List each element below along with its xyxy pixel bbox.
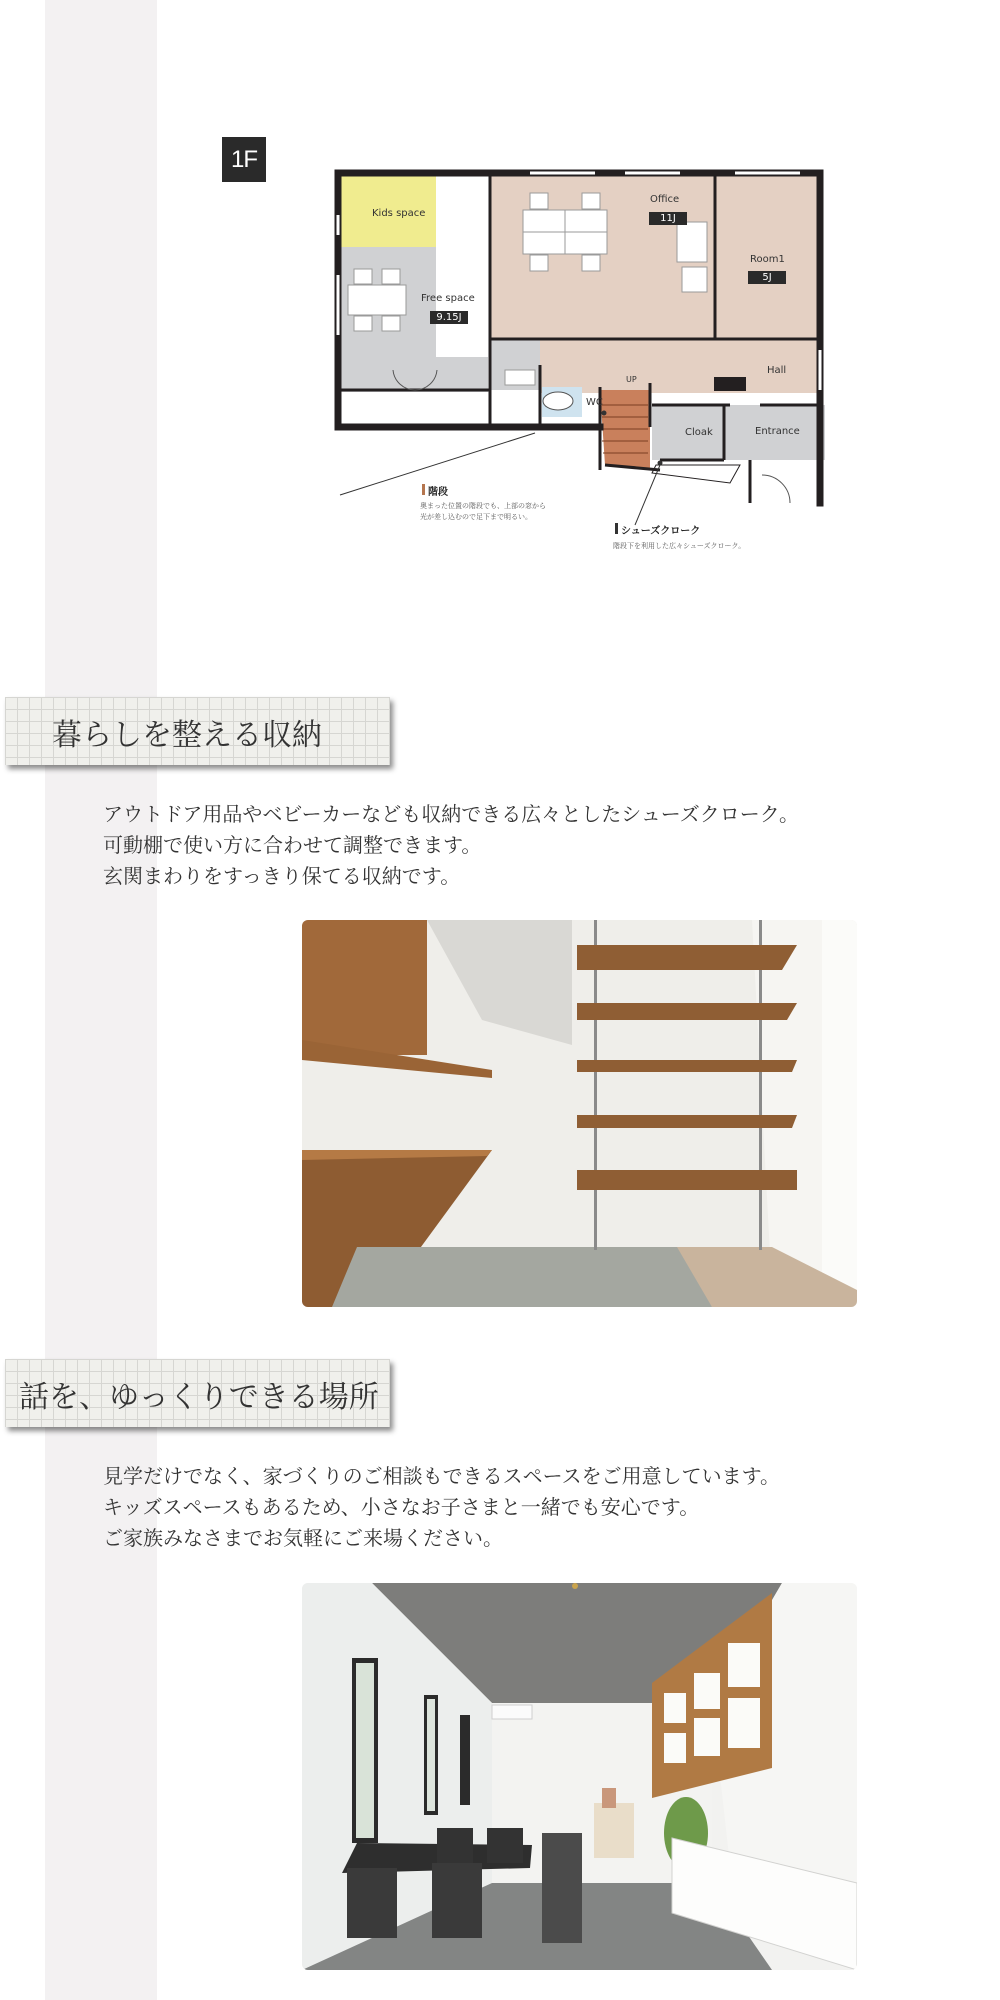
free-space-size-tag: 9.15J (430, 311, 468, 324)
paragraph-line: アウトドア用品やベビーカーなども収納できる広々としたシューズクローク。 (103, 802, 799, 826)
meeting-space-photo (302, 1583, 857, 1970)
room1-label: Room1 (750, 254, 785, 265)
free-space-label: Free space (421, 293, 475, 304)
section-title: 暮らしを整える収納 (52, 718, 322, 753)
paragraph-line: 可動棚で使い方に合わせて調整できます。 (103, 833, 482, 857)
section-body-consultation (103, 1461, 903, 1554)
shoe-cloak-photo (302, 920, 857, 1307)
kids-space-label: Kids space (372, 208, 426, 219)
paragraph-line: ご家族みなさまでお気軽にご来場ください。 (103, 1526, 503, 1550)
stairs-note-line: 奥まった位置の階段でも、上部の窓から (420, 502, 546, 510)
room1-size-tag: 5J (748, 271, 786, 284)
hall-label: Hall (767, 365, 787, 376)
section-heading-consultation (5, 1359, 390, 1427)
section-title: 話を、ゆっくりできる場所 (19, 1380, 379, 1415)
floor-label-badge: 1F (222, 137, 266, 182)
stairs-note-line: 光が差し込むので足下まで明るい。 (420, 513, 532, 521)
section-body-storage (103, 799, 903, 892)
section-heading-storage (5, 697, 390, 765)
entrance-label: Entrance (755, 426, 800, 437)
stairs-note-desc (420, 501, 546, 523)
sidebar-stripe (45, 0, 157, 2000)
stairs-area (600, 390, 650, 470)
floor-plan-drawing (330, 165, 835, 565)
wc-label: WC (586, 397, 603, 408)
stairs-note-title: 階段 (422, 483, 448, 498)
office-size-tag: 11J (649, 212, 687, 225)
office-label: Office (650, 194, 680, 205)
stairs-up-label: UP (626, 375, 637, 384)
paragraph-line: 玄関まわりをすっきり保てる収納です。 (103, 864, 461, 888)
floor-plan (330, 165, 835, 565)
shoe-cloak-note-title: シューズクローク (615, 522, 700, 537)
shoe-cloak-note-line: 階段下を利用した広々シューズクローク。 (613, 542, 746, 550)
paragraph-line: 見学だけでなく、家づくりのご相談もできるスペースをご用意しています。 (103, 1464, 780, 1488)
paragraph-line: キッズスペースもあるため、小さなお子さまと一緒でも安心です。 (103, 1495, 700, 1519)
shoe-cloak-note-desc (613, 541, 745, 552)
cloak-label: Cloak (685, 427, 713, 438)
